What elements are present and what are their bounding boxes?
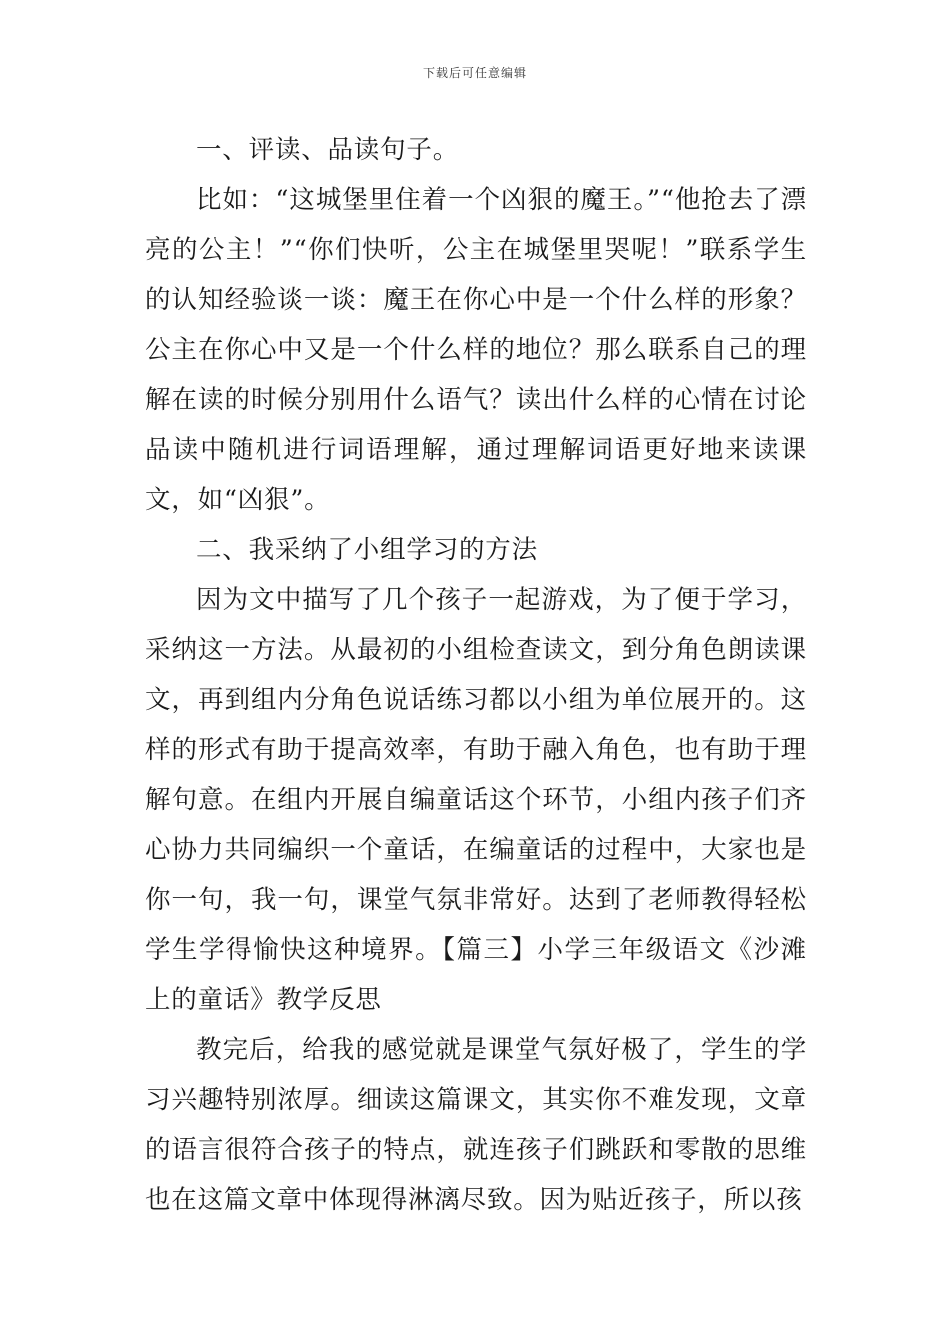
paragraph-example-quotes: 比如：“这城堡里住着一个凶狠的魔王。”“他抢去了漂亮的公主！”“你们快听，公主在城堡里哭呢！”联系学生的认知经验谈一谈：魔王在你心中是一个什么样的形象？公主在你心中又是一个什么样的地位？那么联系自己的理解在读的时候分别用什么语气？读出什么样的心情在讨论品读中随机进行词语理解，通过理解词语更好地来读课文，如“凶狠”。 [145,185,807,515]
paragraph-group-learning: 因为文中描写了几个孩子一起游戏，为了便于学习，采纳这一方法。从最初的小组检查读文，到分角色朗读课文，再到组内分角色说话练习都以小组为单位展开的。这样的形式有助于提高效率，有助于融入角色，也有助于理解句意。在组内开展自编童话这个环节，小组内孩子们齐心协力共同编织一个童话，在编童话的过程中，大家也是你一句，我一句，课堂气氛非常好。达到了老师教得轻松学生学得愉快这种境界。【篇三】小学三年级语文《沙滩上的童话》教学反思 [145,585,807,1015]
paragraph-heading-1: 一、评读、品读句子。 [196,135,460,165]
page-header: 下载后可任意编辑 [422,66,527,80]
document-body [145,125,807,1225]
paragraph-reflection: 教完后，给我的感觉就是课堂气氛好极了，学生的学习兴趣特别浓厚。细读这篇课文，其实你不难发现，文章的语言很符合孩子的特点，就连孩子们跳跃和零散的思维也在这篇文章中体现得淋漓尽致。因为贴近孩子，所以孩 [145,1035,807,1215]
paragraph-heading-2: 二、我采纳了小组学习的方法 [196,535,538,565]
